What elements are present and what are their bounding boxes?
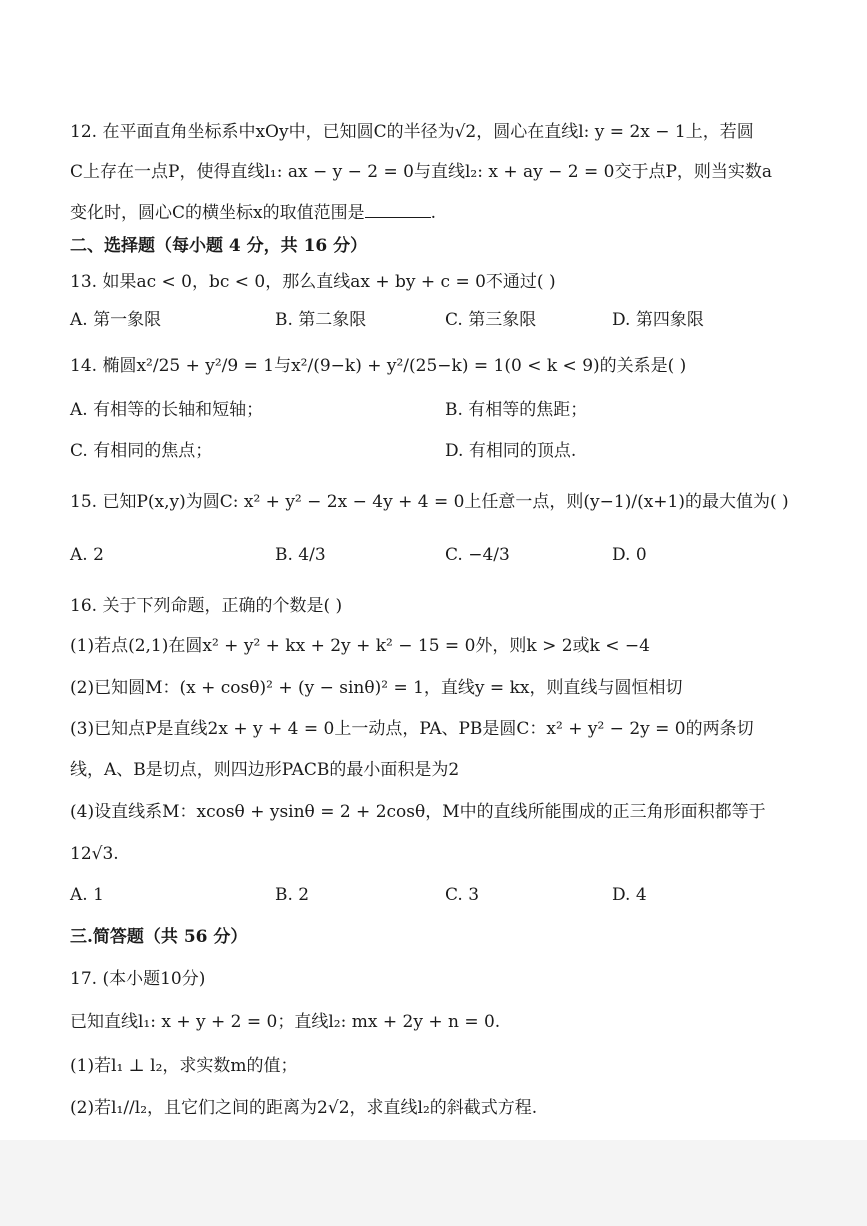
q15-option-b: B. 4/3 [275,545,326,565]
q13-option-c: C. 第三象限 [445,310,537,330]
q14-option-d: D. 有相同的顶点. [445,441,577,461]
q17-part-2: (2)若l₁//l₂，且它们之间的距离为2√2，求直线l₂的斜截式方程. [70,1098,538,1118]
q12-line-2: C上存在一点P，使得直线l₁: ax − y − 2 = 0与直线l₂: x + ay − 2 = 0交于点P，则当实数a [70,162,773,182]
q17-part-1: (1)若l₁ ⊥ l₂，求实数m的值； [70,1056,298,1076]
q13-option-b: B. 第二象限 [275,310,367,330]
q13-option-d: D. 第四象限 [612,310,704,330]
q16-stem: 16. 关于下列命题，正确的个数是( ) [70,596,343,616]
q14-option-b: B. 有相等的焦距； [445,400,588,420]
q16-proposition-4a: (4)设直线系M：xcosθ + ysinθ = 2 + 2cosθ，M中的直线所能围成的正三角形面积都等于 [70,802,766,822]
q16-option-b: B. 2 [275,885,310,905]
q17-given: 已知直线l₁: x + y + 2 = 0；直线l₂: mx + 2y + n = 0. [70,1012,501,1032]
q12-line-3 [70,199,817,225]
q15-stem: 15. 已知P(x,y)为圆C: x² + y² − 2x − 4y + 4 = 0上任意一点，则(y−1)/(x+1)的最大值为( ) [70,492,789,512]
q12-line-3-end: . [430,203,437,223]
section-2-heading: 二、选择题（每小题 4 分，共 16 分） [70,236,368,256]
q13-stem: 13. 如果ac < 0，bc < 0，那么直线ax + by + c = 0不通过( ) [70,272,556,292]
q16-proposition-2: (2)已知圆M：(x + cosθ)² + (y − sinθ)² = 1，直线y = kx，则直线与圆恒相切 [70,678,683,698]
answer-blank [365,199,431,218]
page-bottom-margin [0,1140,867,1226]
q16-option-c: C. 3 [445,885,480,905]
q14-option-a: A. 有相等的长轴和短轴； [70,400,264,420]
q16-option-a: A. 1 [70,885,104,905]
q16-proposition-3a: (3)已知点P是直线2x + y + 4 = 0上一动点，PA、PB是圆C：x² + y² − 2y = 0的两条切 [70,719,754,739]
q16-proposition-3b: 线，A、B是切点，则四边形PACB的最小面积是为2 [70,760,460,780]
section-3-heading: 三.简答题（共 56 分） [70,927,248,947]
q16-proposition-1: (1)若点(2,1)在圆x² + y² + kx + 2y + k² − 15 = 0外，则k > 2或k < −4 [70,636,650,656]
q14-stem: 14. 椭圆x²/25 + y²/9 = 1与x²/(9−k) + y²/(25−k) = 1(0 < k < 9)的关系是( ) [70,356,687,376]
q15-option-d: D. 0 [612,545,647,565]
q15-option-c: C. −4/3 [445,545,510,565]
q12-line-3-text: 变化时，圆心C的横坐标x的取值范围是 [70,203,365,223]
q16-option-d: D. 4 [612,885,647,905]
q16-proposition-4b: 12√3. [70,844,119,864]
q12-line-1: 12. 在平面直角坐标系中xOy中，已知圆C的半径为√2，圆心在直线l: y = 2x − 1上，若圆 [70,122,754,142]
q17-header: 17. (本小题10分) [70,969,206,989]
q13-option-a: A. 第一象限 [70,310,162,330]
q14-option-c: C. 有相同的焦点； [70,441,213,461]
q15-option-a: A. 2 [70,545,104,565]
